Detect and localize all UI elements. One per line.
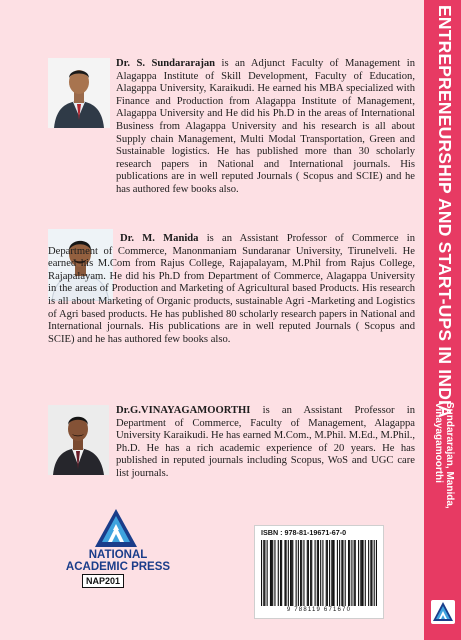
author-bio-text: is an Adjunct Faculty of Management in Alagappa Institute of Skill Development, Faculty of Education, Alagappa University, Karaikudi. He earned his MBA specialized with Finance and Production from Alagappa Institute of Management, Alagappa University and He did his Ph.D in the areas of International Business from Alagappa University and his research is all about Supply chain Management, Multi Modal Transportation, Green and Sustainable logistics. He has published more than 30 scholarly research papers in National and International journals. His publications are in well reputed Journals ( Scopus and SCIE) and he has authored few books also. xyxy=(116,58,415,195)
spine-authors-line2: Vinayagamoorthi xyxy=(433,402,444,483)
spine-title: ENTREPRENEURSHIP AND START-UPS IN INDIA xyxy=(435,5,455,418)
book-spine xyxy=(424,0,461,640)
barcode-bar xyxy=(332,540,333,606)
barcode-bar xyxy=(278,540,279,606)
barcode-bar xyxy=(334,540,335,606)
publisher-logo-icon xyxy=(94,508,138,548)
barcode-bar xyxy=(288,540,289,606)
barcode-bar xyxy=(348,540,349,606)
author-name-vinayagamoorthi: Dr.G.VINAYAGAMOORTHI xyxy=(116,405,251,416)
barcode-bar xyxy=(354,540,355,606)
barcode-bar xyxy=(374,540,375,606)
author-bio-text: is an Assistant Professor of Commerce in Department of Commerce, Manonmaniam Sundaranar University, Tirunelveli. He earned his M.Com from Rajus College, Rajapalayam, M.Phil from Rajus College, Rajapalayam. He did his Ph.D from Department of Commerce, Alagappa University in the areas of Production and Marketing of Agricultural based Products. His research is all about Marketing of Organic products, sustainable Agri -Marketing and Logistics of Agri based products. He has published 80 scholarly research papers in National and International journals. His publications are in well reputed Journals ( Scopus and SCIE) and he has authored few books also. xyxy=(48,233,415,345)
barcode-bar xyxy=(329,540,330,606)
spine-logo-icon xyxy=(431,600,455,624)
barcode-bar xyxy=(331,540,332,606)
barcode-bar xyxy=(267,540,268,606)
author-bio-vinayagamoorthi xyxy=(116,405,415,481)
spine-authors-line1: Sundararajan, Manida, xyxy=(444,402,455,509)
author-bio-manida xyxy=(48,233,415,346)
barcode-bar xyxy=(270,540,271,606)
author-bio-sundararajan xyxy=(116,58,415,197)
barcode-bar xyxy=(358,540,359,606)
barcode-bar xyxy=(349,540,350,606)
isbn-block xyxy=(254,525,384,619)
barcode-bar xyxy=(298,540,299,606)
author-photo-sundararajan xyxy=(48,58,110,128)
barcode-bar xyxy=(292,540,293,606)
barcode-bar xyxy=(339,540,340,606)
author-name-manida: Dr. M. Manida xyxy=(120,233,199,244)
spine-authors xyxy=(433,402,455,562)
barcode-bar xyxy=(317,540,318,606)
barcode-icon xyxy=(261,540,377,606)
barcode-bar xyxy=(274,540,275,606)
barcode-bar xyxy=(307,540,308,606)
barcode-bar xyxy=(291,540,292,606)
barcode-bar xyxy=(296,540,297,606)
barcode-bar xyxy=(360,540,361,606)
author-photo-vinayagamoorthi xyxy=(48,405,109,475)
barcode-bar xyxy=(301,540,302,606)
barcode-digits: 9 788119 671670 xyxy=(286,607,352,613)
barcode-bar xyxy=(263,540,264,606)
barcode-bar xyxy=(315,540,316,606)
barcode-bar xyxy=(281,540,282,606)
publisher-name-line2: ACADEMIC PRESS xyxy=(65,561,171,573)
barcode-bar xyxy=(370,540,371,606)
barcode-bar xyxy=(303,540,304,606)
barcode-bar xyxy=(342,540,343,606)
barcode-bar xyxy=(327,540,328,606)
barcode-bar xyxy=(363,540,364,606)
barcode-bar xyxy=(271,540,272,606)
barcode-bar xyxy=(308,540,309,606)
author-bio-text: is an Assistant Professor in Department of Commerce, Faculty of Management, Alagappa University Karaikudi. He has earned M.Com., M.Phil. M.Ed., M.Phil., Ph.D. He has a rich academic experience of 20 years. He has published in reputed journals including Scopus, WoS and UGC care list journals. xyxy=(116,405,415,479)
author-name-sundararajan: Dr. S. Sundararajan xyxy=(116,58,216,69)
barcode-bar xyxy=(261,540,262,606)
barcode-bar xyxy=(264,540,265,606)
barcode-bar xyxy=(376,540,377,606)
barcode-bar xyxy=(286,540,287,606)
barcode-bar xyxy=(300,540,301,606)
barcode-bar xyxy=(310,540,311,606)
barcode-bar xyxy=(351,540,352,606)
barcode-bar xyxy=(345,540,346,606)
barcode-bar xyxy=(311,540,312,606)
barcode-bar xyxy=(280,540,281,606)
barcode-bar xyxy=(337,540,338,606)
isbn-label: ISBN : 978-81-19671-67-0 xyxy=(261,528,347,537)
barcode-bar xyxy=(322,540,323,606)
barcode-bar xyxy=(272,540,273,606)
publisher-name-line1: NATIONAL xyxy=(88,549,148,561)
barcode-bar xyxy=(320,540,321,606)
publisher-logo xyxy=(94,508,138,548)
barcode-bar xyxy=(284,540,285,606)
barcode-bar xyxy=(290,540,291,606)
barcode-bar xyxy=(355,540,356,606)
barcode-bar xyxy=(361,540,362,606)
barcode-bar xyxy=(371,540,372,606)
publisher-code: NAP201 xyxy=(82,574,124,588)
spine-publisher-logo xyxy=(431,600,455,624)
barcode-bar xyxy=(341,540,342,606)
barcode-bar xyxy=(318,540,319,606)
barcode-bar xyxy=(368,540,369,606)
barcode-bar xyxy=(326,540,327,606)
barcode-bar xyxy=(365,540,366,606)
